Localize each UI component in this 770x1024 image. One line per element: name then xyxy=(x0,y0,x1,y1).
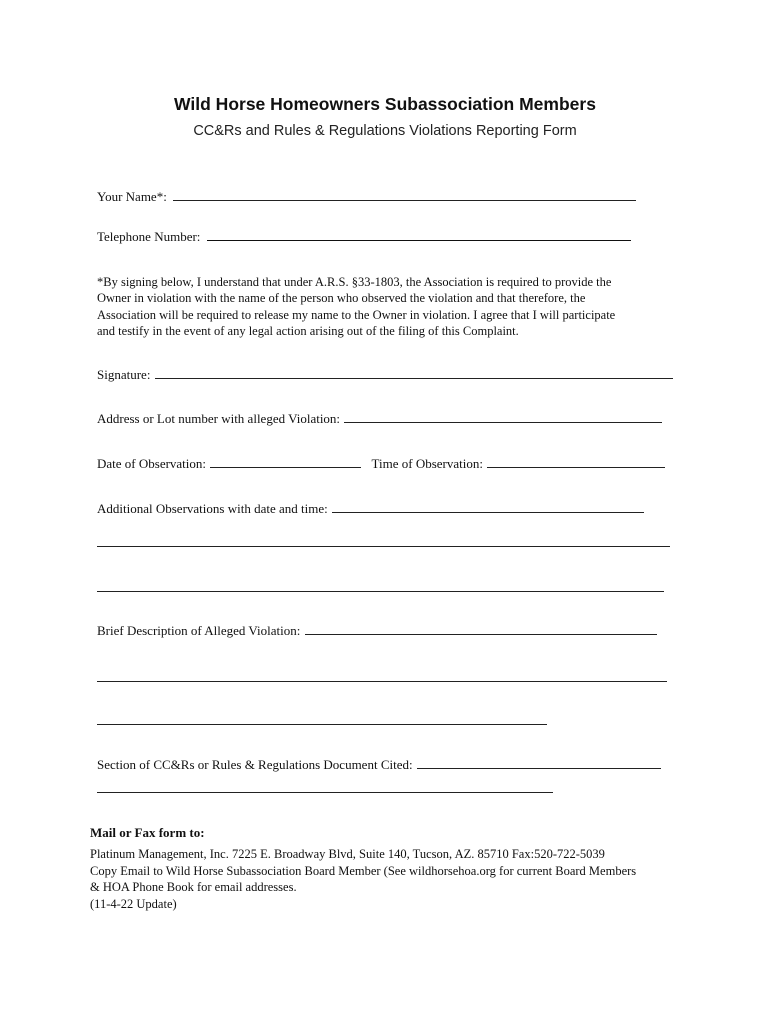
footer-line: (11-4-22 Update) xyxy=(90,896,177,911)
mail-fax-heading: Mail or Fax form to: xyxy=(90,825,205,840)
your-name-label: Your Name*: xyxy=(97,189,167,204)
telephone-label: Telephone Number: xyxy=(97,229,201,244)
disclaimer-line: Association will be required to release my name to the Owner in violation. I agree that I will participate xyxy=(97,307,616,322)
additional-field-line-2[interactable] xyxy=(97,546,670,547)
section-field[interactable] xyxy=(417,757,661,769)
address-row xyxy=(97,411,662,427)
description-label: Brief Description of Alleged Violation: xyxy=(97,623,301,638)
footer-contact xyxy=(90,846,690,912)
footer-line: Platinum Management, Inc. 7225 E. Broadway Blvd, Suite 140, Tucson, AZ. 85710 Fax:520-722-5039 xyxy=(90,847,605,861)
description-row xyxy=(97,623,657,639)
page-title: Wild Horse Homeowners Subassociation Members xyxy=(174,94,596,114)
description-field-line-2[interactable] xyxy=(97,681,667,682)
section-field-line-2[interactable] xyxy=(97,792,553,793)
disclaimer-line: Owner in violation with the name of the person who observed the violation and that therefore, the xyxy=(97,291,586,306)
disclaimer-line: and testify in the event of any legal action arising out of the filing of this Complaint. xyxy=(97,323,519,338)
telephone-field[interactable] xyxy=(207,229,631,241)
time-label: Time of Observation: xyxy=(371,456,483,471)
additional-field-line-3[interactable] xyxy=(97,591,664,592)
additional-field[interactable] xyxy=(332,501,644,513)
date-time-row xyxy=(97,456,665,472)
your-name-row xyxy=(97,189,636,205)
address-label: Address or Lot number with alleged Violation: xyxy=(97,411,341,426)
disclaimer-paragraph xyxy=(97,274,687,339)
signature-label: Signature: xyxy=(97,367,151,382)
additional-label: Additional Observations with date and time: xyxy=(97,501,328,516)
additional-row xyxy=(97,501,644,517)
time-field[interactable] xyxy=(487,456,665,468)
date-label: Date of Observation: xyxy=(97,456,207,471)
telephone-row xyxy=(97,229,631,245)
page-subtitle: CC&Rs and Rules & Regulations Violations Reporting Form xyxy=(193,123,577,139)
section-row xyxy=(97,757,661,773)
signature-row xyxy=(97,367,673,383)
footer-line: & HOA Phone Book for email addresses. xyxy=(90,880,297,894)
disclaimer-line: *By signing below, I understand that under A.R.S. §33-1803, the Association is required to provide the xyxy=(97,275,612,289)
signature-field[interactable] xyxy=(155,367,673,379)
footer-line: Copy Email to Wild Horse Subassociation Board Member (See wildhorsehoa.org for current Board Members xyxy=(90,863,637,878)
description-field[interactable] xyxy=(305,623,657,635)
section-label: Section of CC&Rs or Rules & Regulations Document Cited: xyxy=(97,757,413,772)
description-field-line-3[interactable] xyxy=(97,724,547,725)
your-name-field[interactable] xyxy=(173,189,636,201)
date-field[interactable] xyxy=(210,456,361,468)
address-field[interactable] xyxy=(344,411,662,423)
